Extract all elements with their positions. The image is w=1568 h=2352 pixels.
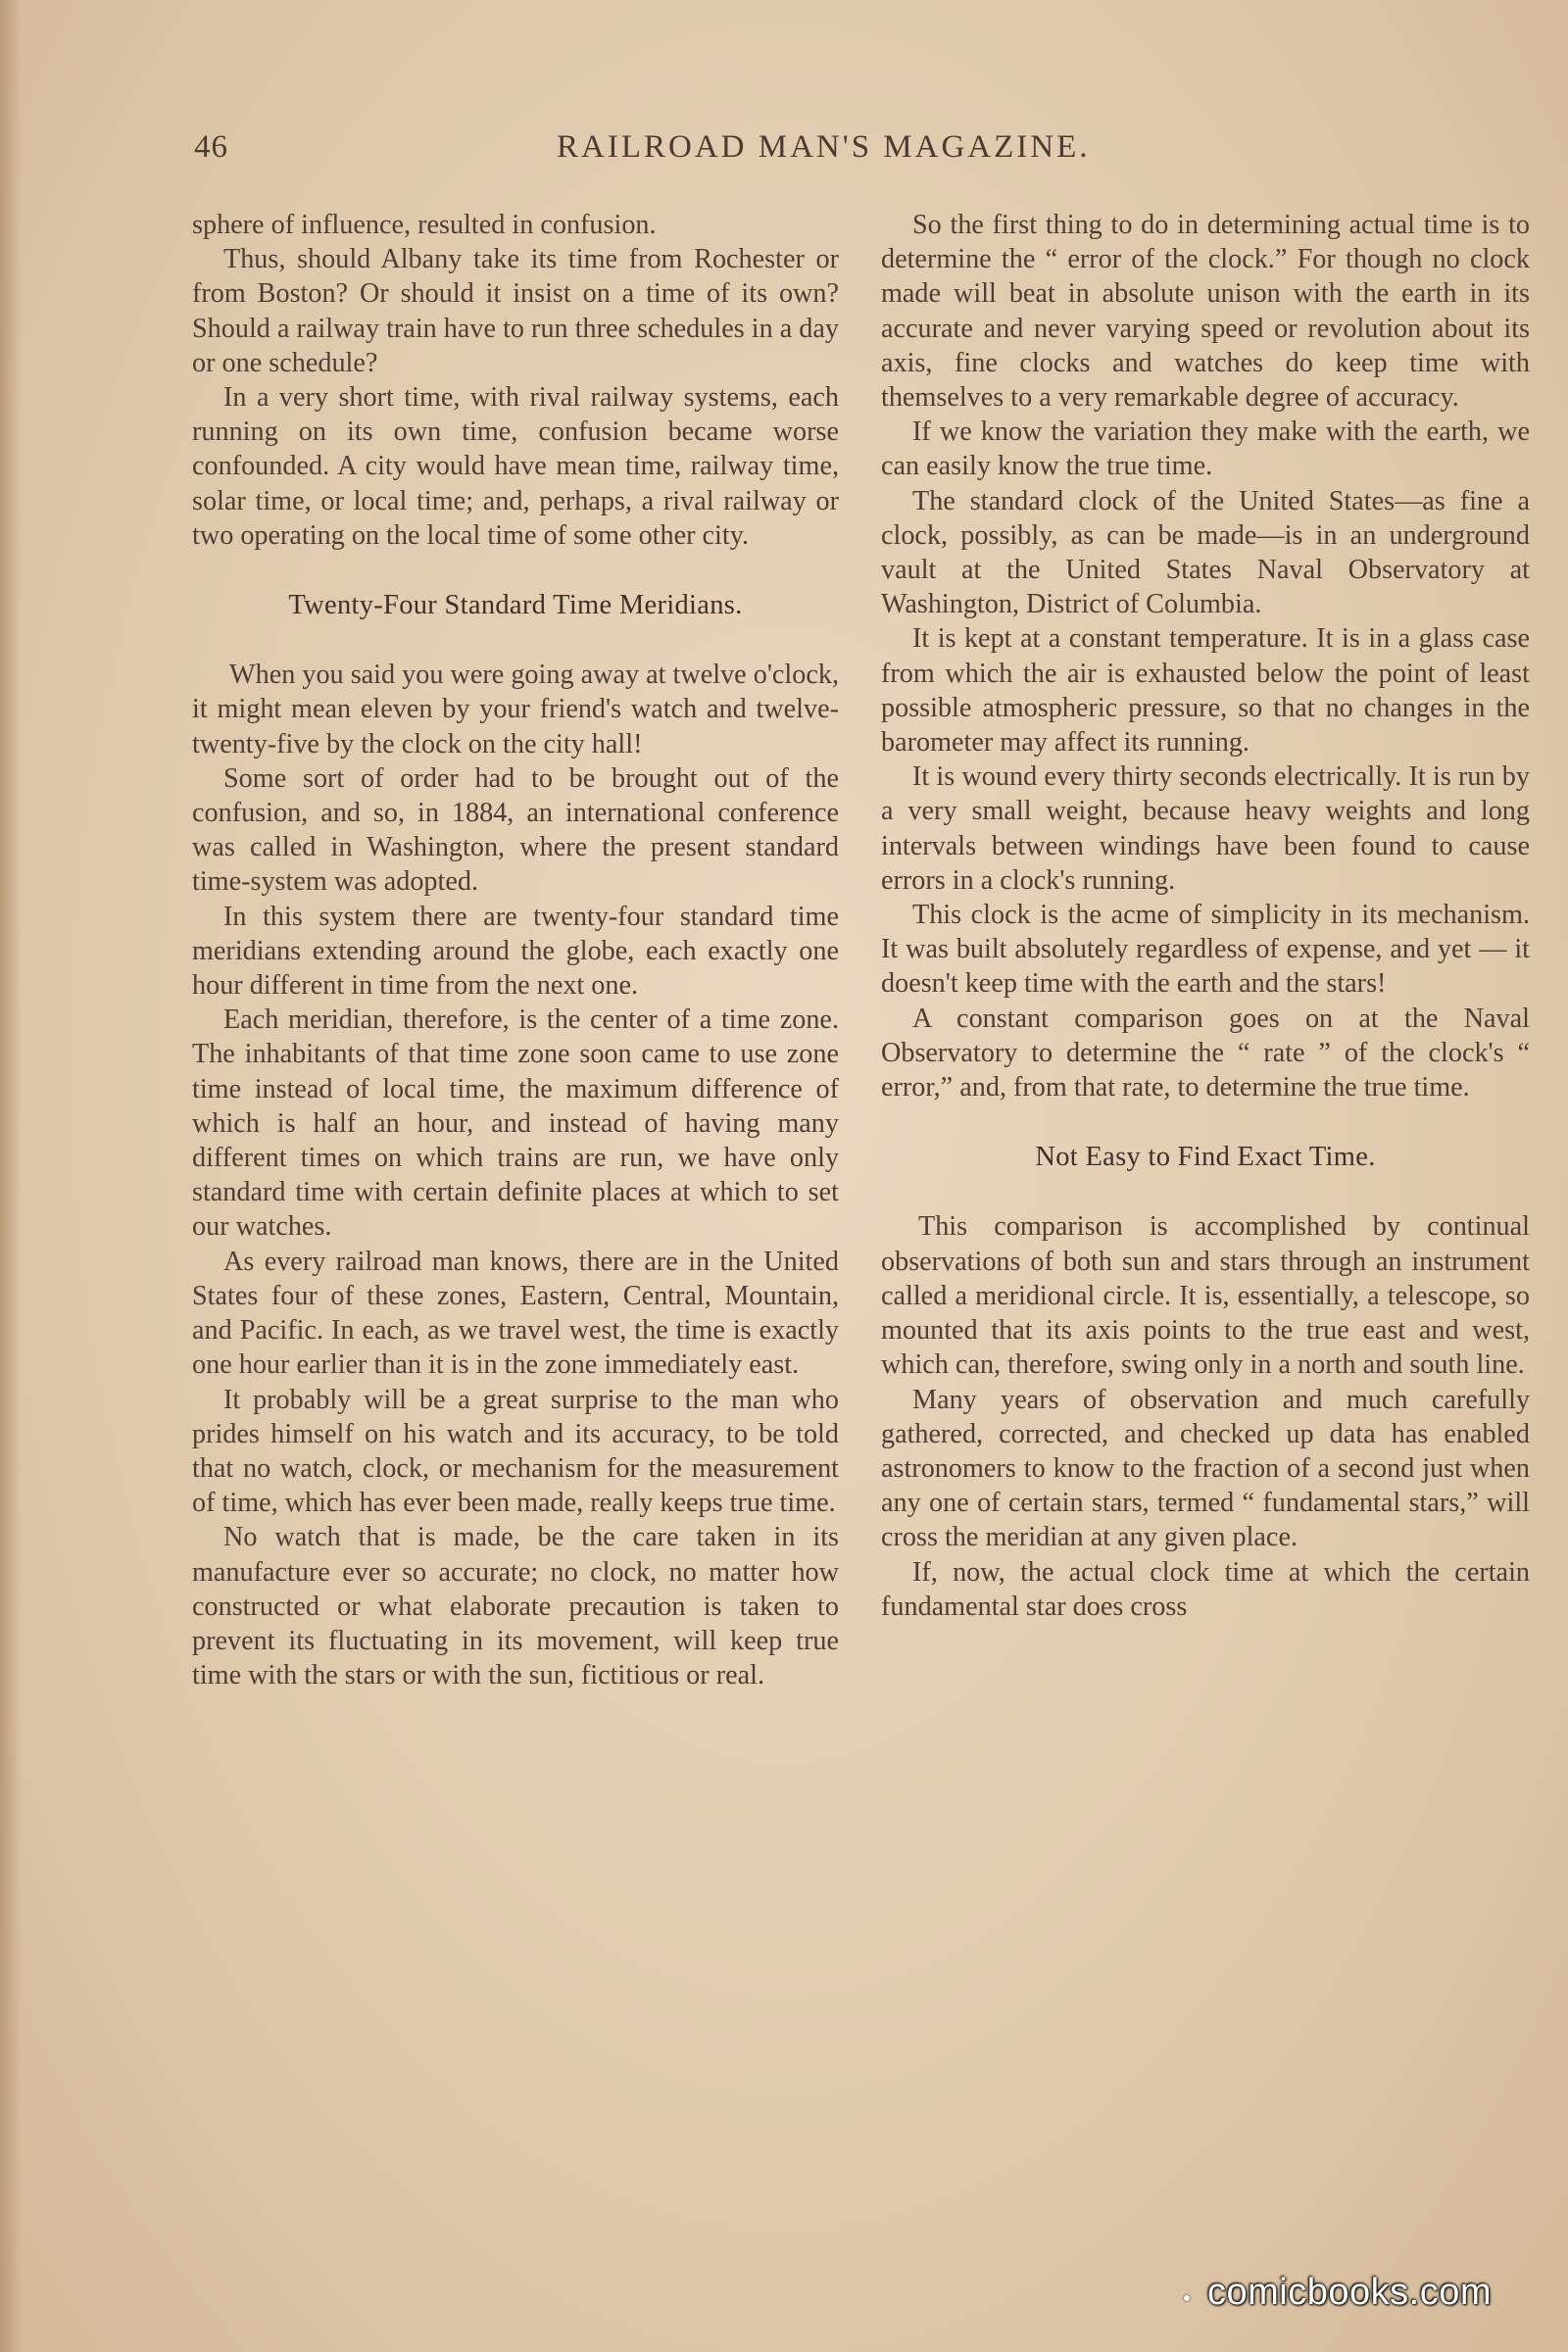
paragraph: Some sort of order had to be brought out of the confusion, and so, in 1884, an international conference was called in Washington, where the present standard time-system was adopted.: [192, 762, 839, 898]
paragraph: When you said you were going away at twelve o'clock, it might mean eleven by your friend's watch and twelve-twenty-five by the clock on the city hall!: [192, 660, 839, 760]
paragraph: A constant comparison goes on at the Naval Observatory to determine the “ rate ” of the clock's “ error,” and, from that rate, to determine the true time.: [881, 1003, 1530, 1103]
paragraph: Thus, should Albany take its time from Rochester or from Boston? Or should it insist on a time of its own? Should a railway train have to run three schedules in a day or one schedule?: [192, 244, 839, 378]
watermark-dot: [1184, 2295, 1190, 2301]
paragraph: It probably will be a great surprise to the man who prides himself on his watch and its accuracy, to be told that no watch, clock, or mechanism for the measurement of time, which has ever been made, really keeps true time.: [192, 1384, 839, 1519]
paragraph: The standard clock of the United States—as fine a clock, possibly, as can be made—is in an underground vault at the United States Naval Observatory at Washington, District of Columbia.: [881, 485, 1530, 620]
paragraph: In this system there are twenty-four standard time meridians extending around the globe, each exactly one hour different in time from the next one.: [192, 901, 839, 1002]
paragraph: If we know the variation they make with the earth, we can easily know the true time.: [881, 416, 1530, 482]
page-number: 46: [194, 129, 228, 165]
running-title: RAILROAD MAN'S MAGAZINE.: [557, 129, 1091, 165]
paragraph: In a very short time, with rival railway systems, each running on its own time, confusion became worse confounded. A city would have mean time, railway time, solar time, or local time; and, perhaps, a rival railway or two operating on the local time of some other city.: [192, 382, 839, 551]
paragraph: Each meridian, therefore, is the center of a time zone. The inhabitants of that time zone soon came to use zone time instead of local time, the maximum difference of which is half an hour, and instead of having many different times on which trains are run, we have only standard time with certain definite places at which to set our watches.: [192, 1004, 839, 1243]
right-column: [881, 208, 1530, 1624]
page-header: [194, 129, 1529, 176]
paragraph: No watch that is made, be the care taken in its manufacture ever so accurate; no clock, no matter how constructed or what elaborate precaution is taken to prevent its fluctuating in its movement, will keep true time with the stars or with the sun, fictitious or real.: [192, 1522, 839, 1691]
paragraph: It is kept at a constant temperature. It is in a glass case from which the air is exhausted below the point of least possible atmospheric pressure, so that no changes in the barometer may affect its running.: [881, 623, 1530, 759]
paragraph: sphere of influence, resulted in confusion.: [192, 210, 657, 240]
paragraph: Many years of observation and much carefully gathered, corrected, and checked up data has enabled astronomers to know to the fraction of a second just when any one of certain stars, termed “ fundamental stars,” will cross the meridian at any given place.: [881, 1384, 1530, 1553]
section-heading: Twenty-Four Standard Time Meridians.: [288, 590, 743, 621]
section-heading: Not Easy to Find Exact Time.: [1035, 1142, 1376, 1173]
left-column: [192, 208, 839, 1692]
paragraph: If, now, the actual clock time at which the certain fundamental star does cross: [881, 1556, 1530, 1622]
paragraph: This comparison is accomplished by continual observations of both sun and stars through an instrument called a meridional circle. It is, essentially, a telescope, so mounted that its axis points to the true east and west, which can, therefore, swing only in a north and south line.: [881, 1211, 1530, 1381]
paragraph: As every railroad man knows, there are in the United States four of these zones, Eastern, Central, Mountain, and Pacific. In each, as we travel west, the time is exactly one hour earlier than it is in the zone immediately east.: [192, 1246, 839, 1381]
paragraph: This clock is the acme of simplicity in its mechanism. It was built absolutely regardless of expense, and yet — it doesn't keep time with the earth and the stars!: [881, 900, 1530, 1000]
paragraph: So the first thing to do in determining actual time is to determine the “ error of the clock.” For though no clock made will beat in absolute unison with the earth in its accurate and never varying speed or revolution about its axis, fine clocks and watches do keep time with themselves to a very remarkable degree of accuracy.: [881, 210, 1530, 414]
paragraph: It is wound every thirty seconds electrically. It is run by a very small weight, because heavy weights and long intervals between windings have been found to cause errors in a clock's running.: [881, 761, 1530, 896]
watermark: comicbooks.com: [1207, 2272, 1492, 2313]
page-edge-shadow: [0, 0, 22, 2352]
